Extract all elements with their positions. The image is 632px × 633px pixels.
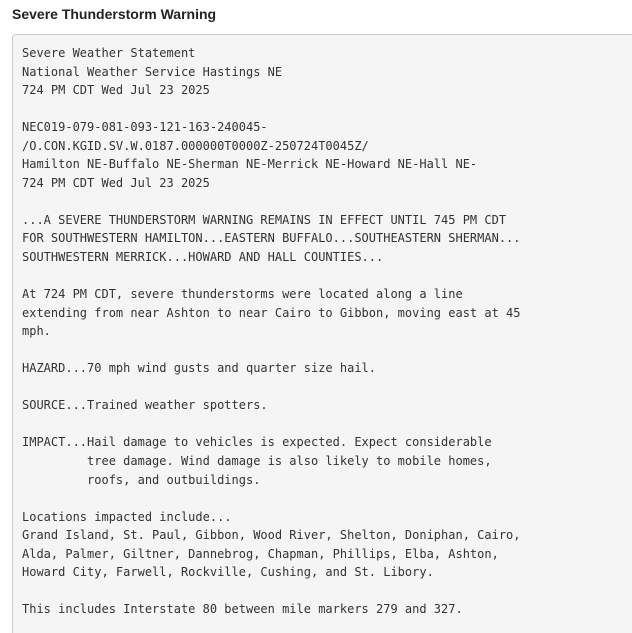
statement-box: [12, 34, 632, 633]
warning-title: Severe Thunderstorm Warning: [12, 6, 217, 22]
statement-text: Severe Weather Statement National Weather Service Hastings NE 724 PM CDT Wed Jul 23 2025 NEC019-079-081-093-121-163-240045- /O.CON.KGID.SV.W.0187.000000T0000Z-250724T0045Z/ Hamilton NE-Buffalo NE-Sherman NE-Merrick NE-Howard NE-Hall NE- 724 PM CDT Wed Jul 23 2025 ...A SEVERE THUNDERSTORM WARNING REMAINS IN EFFECT UNTIL 745 PM CDT FOR SOUTHWESTERN HAMILTON...EASTERN BUFFALO...SOUTHEASTERN SHERMAN... SOUTHWESTERN MERRICK...HOWARD AND HALL COUNTIES... At 724 PM CDT, severe thunderstorms were located along a line extending from near Ashton to near Cairo to Gibbon, moving east at 45 mph. HAZARD...70 mph wind gusts and quarter size hail. SOURCE...Trained weather spotters. IMPACT...Hail damage to vehicles is expected. Expect considerable tree damage. Wind damage is also likely to mobile homes, roofs, and outbuildings. Locations impacted include... Grand Island, St. Paul, Gibbon, Wood River, Shelton, Doniphan, Cairo, Alda, Palmer, Giltner, Dannebrog, Chapman, Phillips, Elba, Ashton, Howard City, Farwell, Rockville, Cushing, and St. Libory. This includes Interstate 80 between mile markers 279 and 327.: [22, 46, 521, 617]
